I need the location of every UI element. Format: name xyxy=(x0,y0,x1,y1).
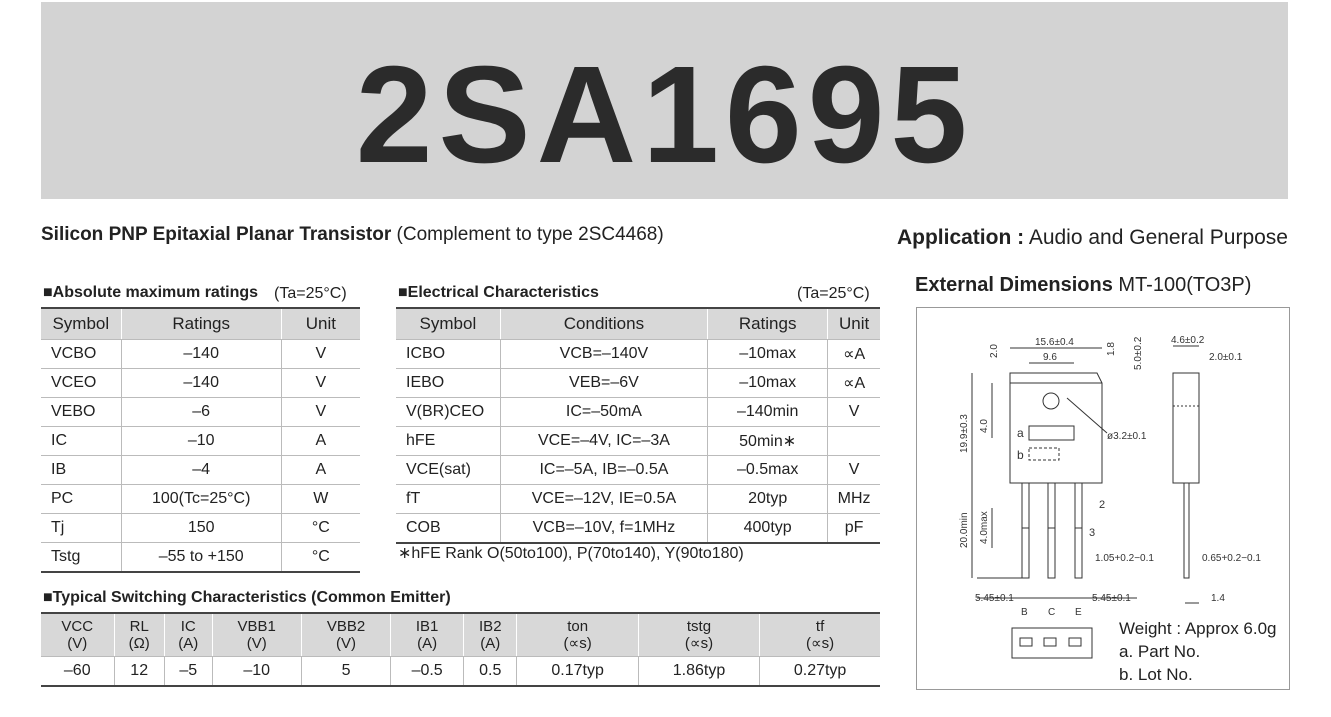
table-row xyxy=(41,485,360,514)
switching-value-cell: 5 xyxy=(301,657,390,687)
abs-max-header: Ratings xyxy=(121,308,281,340)
unit-cell: V xyxy=(828,456,880,485)
symbol-cell: Tj xyxy=(41,514,121,543)
switching-header-unit: (∝s) xyxy=(684,635,714,652)
symbol-cell: IEBO xyxy=(396,369,500,398)
symbol-cell: Tstg xyxy=(41,543,121,573)
table-row xyxy=(41,340,360,369)
table-row xyxy=(41,543,360,573)
switching-header-name: ton xyxy=(567,618,589,635)
unit-cell: W xyxy=(281,485,360,514)
switching-title: ■Typical Switching Characteristics (Common Emitter) xyxy=(43,589,451,606)
application-value: Audio and General Purpose xyxy=(1028,226,1288,249)
abs-max-header: Unit xyxy=(281,308,360,340)
switching-header xyxy=(638,613,759,657)
abs-max-header: Symbol xyxy=(41,308,121,340)
dimensions-package: MT-100(TO3P) xyxy=(1118,274,1252,296)
switching-header xyxy=(212,613,301,657)
dim-4-0-max: 4.0max xyxy=(979,511,990,544)
switching-header-name: RL xyxy=(129,618,149,635)
unit-cell xyxy=(828,427,880,456)
switching-header xyxy=(301,613,390,657)
condition-cell: VCE=–4V, IC=–3A xyxy=(500,427,707,456)
dim-2: 2 xyxy=(1099,499,1106,511)
part-no-note: a. Part No. xyxy=(1119,642,1201,661)
table-row xyxy=(396,369,880,398)
hfe-rank-note: ∗hFE Rank O(50to100), P(70to140), Y(90to180) xyxy=(398,545,744,562)
switching-header-name: IB2 xyxy=(479,618,502,635)
unit-cell: A xyxy=(281,427,360,456)
condition-cell: VCB=–140V xyxy=(500,340,707,369)
dimensions-title-bold: External Dimensions xyxy=(915,274,1113,296)
electrical-condition: (Ta=25°C) xyxy=(797,285,870,302)
dim-hole: ø3.2±0.1 xyxy=(1107,431,1147,442)
condition-cell: IC=–50mA xyxy=(500,398,707,427)
rating-cell: –10 xyxy=(121,427,281,456)
switching-header-name: VBB1 xyxy=(237,618,276,635)
rating-cell: –140 xyxy=(121,369,281,398)
switching-value-cell: –5 xyxy=(164,657,212,687)
dim-width-4-6: 4.6±0.2 xyxy=(1171,335,1205,346)
dim-2-0-side: 2.0±0.1 xyxy=(1209,352,1243,363)
switching-header-unit: (Ω) xyxy=(128,635,150,652)
unit-cell: V xyxy=(281,369,360,398)
switching-header-name: VBB2 xyxy=(326,618,366,635)
switching-header xyxy=(760,613,880,657)
switching-header xyxy=(164,613,212,657)
unit-cell: MHz xyxy=(828,485,880,514)
switching-header-unit: (∝s) xyxy=(805,635,835,652)
electrical-table xyxy=(396,307,880,544)
symbol-cell: VEBO xyxy=(41,398,121,427)
symbol-cell: V(BR)CEO xyxy=(396,398,500,427)
switching-value-cell: 0.17typ xyxy=(517,657,638,687)
switching-header-unit: (V) xyxy=(246,635,267,652)
table-row xyxy=(396,456,880,485)
unit-cell: V xyxy=(828,398,880,427)
weight-note: Weight : Approx 6.0g xyxy=(1119,619,1277,638)
symbol-cell: IC xyxy=(41,427,121,456)
abs-max-table xyxy=(41,307,360,573)
application-label: Application : xyxy=(896,226,1025,249)
symbol-cell: ICBO xyxy=(396,340,500,369)
switching-header-name: tf xyxy=(815,618,825,635)
table-row xyxy=(396,427,880,456)
table-row xyxy=(41,369,360,398)
symbol-cell: VCEO xyxy=(41,369,121,398)
marker-b: b xyxy=(1017,448,1024,462)
rating-cell: 100(Tc=25°C) xyxy=(121,485,281,514)
switching-header-name: IC xyxy=(180,618,196,635)
dim-2-0: 2.0 xyxy=(989,344,1000,358)
electrical-title: ■Electrical Characteristics xyxy=(398,284,599,301)
subtitle xyxy=(41,224,664,246)
rating-cell: 20typ xyxy=(708,485,828,514)
switching-value-cell: 0.27typ xyxy=(760,657,880,687)
dimension-notes xyxy=(1119,617,1277,686)
switching-header xyxy=(114,613,164,657)
table-row xyxy=(396,398,880,427)
switching-header-unit: (V) xyxy=(67,635,88,652)
dim-1-05: 1.05+0.2−0.1 xyxy=(1095,553,1154,564)
symbol-cell: VCBO xyxy=(41,340,121,369)
switching-header-unit: (V) xyxy=(336,635,357,652)
rating-cell: –55 to +150 xyxy=(121,543,281,573)
table-row xyxy=(396,340,880,369)
dim-20-0-min: 20.0min xyxy=(959,512,970,548)
symbol-cell: VCE(sat) xyxy=(396,456,500,485)
pin-label-e: E xyxy=(1075,607,1082,618)
application xyxy=(897,226,1288,250)
part-number: 2SA1695 xyxy=(355,38,974,192)
dim-1-4: 1.4 xyxy=(1211,593,1225,604)
switching-value-cell: 0.5 xyxy=(464,657,517,687)
rating-cell: –10max xyxy=(708,340,828,369)
unit-cell: V xyxy=(281,398,360,427)
rating-cell: –0.5max xyxy=(708,456,828,485)
dim-1-8: 1.8 xyxy=(1106,342,1117,356)
unit-cell: °C xyxy=(281,543,360,573)
table-row xyxy=(41,657,880,687)
symbol-cell: COB xyxy=(396,514,500,544)
table-row xyxy=(396,485,880,514)
table-row xyxy=(41,427,360,456)
symbol-cell: hFE xyxy=(396,427,500,456)
switching-header-name: IB1 xyxy=(415,618,439,635)
electrical-header-row xyxy=(396,308,880,340)
switching-value-cell: –10 xyxy=(212,657,301,687)
condition-cell: VEB=–6V xyxy=(500,369,707,398)
switching-header xyxy=(391,613,464,657)
abs-max-header-row xyxy=(41,308,360,340)
switching-header-name: tstg xyxy=(686,618,712,635)
dim-pitch-5-45-a: 5.45±0.1 xyxy=(975,593,1014,604)
abs-max-condition: (Ta=25°C) xyxy=(274,285,347,302)
lot-no-note: b. Lot No. xyxy=(1119,665,1193,684)
symbol-cell: fT xyxy=(396,485,500,514)
dim-4-0: 4.0 xyxy=(979,419,990,433)
rating-cell: 400typ xyxy=(708,514,828,544)
table-row xyxy=(41,456,360,485)
symbol-cell: PC xyxy=(41,485,121,514)
switching-header xyxy=(464,613,517,657)
electrical-header: Symbol xyxy=(396,308,500,340)
condition-cell: VCE=–12V, IE=0.5A xyxy=(500,485,707,514)
electrical-header: Ratings xyxy=(708,308,828,340)
dim-5-0: 5.0±0.2 xyxy=(1133,336,1144,370)
rating-cell: 150 xyxy=(121,514,281,543)
switching-header xyxy=(517,613,638,657)
electrical-header: Conditions xyxy=(500,308,707,340)
dim-3: 3 xyxy=(1089,527,1096,539)
rating-cell: 50min∗ xyxy=(708,427,828,456)
unit-cell: ∝A xyxy=(828,340,880,369)
marker-a: a xyxy=(1017,426,1024,440)
pin-label-b: B xyxy=(1021,607,1028,618)
condition-cell: IC=–5A, IB=–0.5A xyxy=(500,456,707,485)
rating-cell: –140min xyxy=(708,398,828,427)
subtitle-complement: (Complement to type 2SC4468) xyxy=(396,224,664,245)
switching-header-unit: (A) xyxy=(480,635,501,652)
dim-height-19-9: 19.9±0.3 xyxy=(959,414,970,453)
table-row xyxy=(396,514,880,544)
switching-header-unit: (A) xyxy=(417,635,438,652)
rating-cell: –10max xyxy=(708,369,828,398)
rating-cell: –4 xyxy=(121,456,281,485)
switching-header-row xyxy=(41,613,880,657)
symbol-cell: IB xyxy=(41,456,121,485)
dim-width-15-6: 15.6±0.4 xyxy=(1035,337,1074,348)
unit-cell: pF xyxy=(828,514,880,544)
rating-cell: –140 xyxy=(121,340,281,369)
title-banner xyxy=(41,2,1288,199)
unit-cell: V xyxy=(281,340,360,369)
electrical-header: Unit xyxy=(828,308,880,340)
table-row xyxy=(41,514,360,543)
unit-cell: A xyxy=(281,456,360,485)
dim-0-65: 0.65+0.2−0.1 xyxy=(1202,553,1261,564)
switching-value-cell: 12 xyxy=(114,657,164,687)
condition-cell: VCB=–10V, f=1MHz xyxy=(500,514,707,544)
abs-max-title: ■Absolute maximum ratings xyxy=(43,284,259,301)
dim-width-9-6: 9.6 xyxy=(1043,352,1057,363)
switching-header xyxy=(41,613,114,657)
rating-cell: –6 xyxy=(121,398,281,427)
dimensions-title xyxy=(915,274,1251,297)
table-row xyxy=(41,398,360,427)
switching-header-name: VCC xyxy=(61,618,94,635)
unit-cell: ∝A xyxy=(828,369,880,398)
dim-pitch-5-45-b: 5.45±0.1 xyxy=(1092,593,1131,604)
pin-label-c: C xyxy=(1048,607,1056,618)
switching-table xyxy=(41,612,880,687)
switching-value-cell: 1.86typ xyxy=(638,657,759,687)
subtitle-bold: Silicon PNP Epitaxial Planar Transistor xyxy=(41,224,392,245)
switching-value-cell: –60 xyxy=(41,657,114,687)
switching-header-unit: (∝s) xyxy=(563,635,592,652)
switching-value-cell: –0.5 xyxy=(391,657,464,687)
unit-cell: °C xyxy=(281,514,360,543)
switching-header-unit: (A) xyxy=(178,635,199,652)
